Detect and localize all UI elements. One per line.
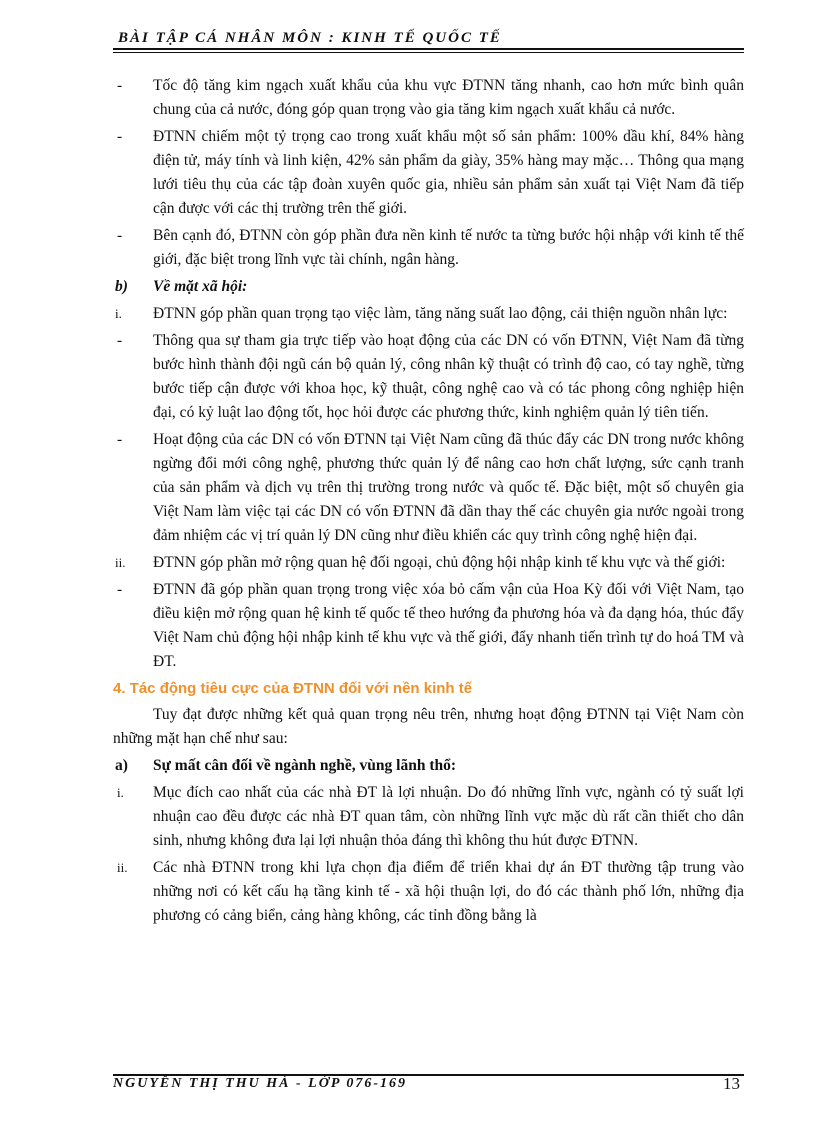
bullet-text: Hoạt động của các DN có vốn ĐTNN tại Việt Nam cũng đã thúc đẩy các DN trong nước không ngừng đổi mới công nghệ, phương thức quản lý để nâng cao hơn chất lượng, sức cạnh tranh của sản phẩm và dịch vụ trên thị trường trong nước và quốc tế. Đặc biệt, một số chuyên gia Việt Nam làm việc tại các DN có vốn ĐTNN đã dần thay thế các chuyên gia nước ngoài trong đảm nhiệm các vị trí quản lý DN cũng như điều khiển các quy trình công nghệ hiện đại.: [153, 431, 744, 544]
roman-marker: ii.: [117, 860, 128, 875]
bullet-item: [113, 578, 744, 674]
bullet-text: Tốc độ tăng kim ngạch xuất khẩu của khu vực ĐTNN tăng nhanh, cao hơn mức bình quân chung của cả nước, đóng góp quan trọng vào gia tăng kim ngạch xuất khẩu cả nước.: [153, 77, 744, 118]
page-footer: [113, 1068, 744, 1098]
roman-item: [113, 551, 744, 575]
page-number: 13: [723, 1074, 740, 1093]
roman-marker: i.: [117, 785, 124, 800]
header-rule: [113, 48, 744, 50]
page-content: [113, 74, 744, 931]
bullet-item: [113, 329, 744, 425]
bullet-marker: -: [117, 227, 123, 244]
roman-item: [113, 781, 744, 853]
roman-text: Các nhà ĐTNN trong khi lựa chọn địa điểm để triển khai dự án ĐT thường tập trung vào những nơi có kết cấu hạ tầng kinh tế - xã hội thuận lợi, do đó các thành phố lớn, những địa phương có cảng biển, cảng hàng không, các tỉnh đồng bằng là: [153, 859, 744, 924]
roman-marker: ii.: [115, 555, 126, 570]
footer-author: NGUYỄN THỊ THU HÀ - LỚP 076-169: [113, 1076, 408, 1091]
section-heading: 4. Tác động tiêu cực của ĐTNN đối với nền kinh tế: [113, 680, 473, 697]
bullet-text: Thông qua sự tham gia trực tiếp vào hoạt động của các DN có vốn ĐTNN, Việt Nam đã từng bước hình thành đội ngũ cán bộ quản lý, công nhân kỹ thuật có trình độ cao, có tay nghề, từng bước tiếp cận được với khoa học, kỹ thuật, công nghệ cao và có tác phong công nghiệp hiện đại, có kỷ luật lao động tốt, học hỏi được các phương thức, kinh nghiệm quản lý tiên tiến.: [153, 332, 744, 421]
bullet-marker: -: [117, 128, 123, 145]
bullet-marker: -: [117, 431, 123, 448]
roman-text: ĐTNN góp phần mở rộng quan hệ đối ngoại, chủ động hội nhập kinh tế khu vực và thế giới:: [153, 554, 726, 571]
roman-item: [113, 302, 744, 326]
intro-paragraph: Tuy đạt được những kết quả quan trọng nêu trên, nhưng hoạt động ĐTNN tại Việt Nam còn những mặt hạn chế như sau:: [113, 706, 744, 747]
subsection-marker: b): [115, 278, 128, 295]
subsection-title: Về mặt xã hội:: [153, 278, 248, 295]
page-header: [113, 30, 744, 52]
bullet-marker: -: [117, 332, 123, 349]
bullet-marker: -: [117, 581, 123, 598]
bullet-text: ĐTNN chiếm một tỷ trọng cao trong xuất khẩu một số sản phẩm: 100% dầu khí, 84% hàng điện tử, máy tính và linh kiện, 42% sản phẩm da giày, 35% hàng may mặc… Thông qua mạng lưới tiêu thụ của các tập đoàn xuyên quốc gia, nhiều sản phẩm sản xuất tại Việt Nam đã tiếp cận được với các thị trường trên thế giới.: [153, 128, 744, 217]
bullet-text: ĐTNN đã góp phần quan trọng trong việc xóa bỏ cấm vận của Hoa Kỳ đối với Việt Nam, tạo điều kiện mở rộng quan hệ kinh tế quốc tế theo hướng đa phương hóa và đa dạng hóa, thúc đẩy Việt Nam chủ động hội nhập kinh tế khu vực và thế giới, đẩy nhanh tiến trình tự do hoá TM và ĐT.: [153, 581, 744, 670]
roman-text: Mục đích cao nhất của các nhà ĐT là lợi nhuận. Do đó những lĩnh vực, ngành có tỷ suất lợi nhuận cao đều được các nhà ĐT quan tâm, còn những lĩnh vực mặc dù rất cần thiết cho dân sinh, nhưng không đưa lại lợi nhuận thỏa đáng thì không thu hút được ĐTNN.: [153, 784, 744, 849]
bullet-item: [113, 125, 744, 221]
subsection-marker: a): [115, 757, 128, 774]
header-title: BÀI TẬP CÁ NHÂN MÔN : KINH TẾ QUỐC TẾ: [118, 30, 502, 46]
bullet-marker: -: [117, 77, 123, 94]
bullet-item: [113, 74, 744, 122]
subsection-title: Sự mất cân đối về ngành nghề, vùng lãnh thổ:: [153, 757, 457, 774]
subsection-heading-imbalance: [113, 754, 744, 778]
roman-item: [113, 856, 744, 928]
subsection-heading-social: [113, 275, 744, 299]
bullet-text: Bên cạnh đó, ĐTNN còn góp phần đưa nền kinh tế nước ta từng bước hội nhập với kinh tế thế giới, đặc biệt trong lĩnh vực tài chính, ngân hàng.: [153, 227, 744, 268]
bullet-item: [113, 428, 744, 548]
bullet-item: [113, 224, 744, 272]
roman-marker: i.: [115, 306, 122, 321]
header-rule-thin: [113, 52, 744, 53]
roman-text: ĐTNN góp phần quan trọng tạo việc làm, tăng năng suất lao động, cải thiện nguồn nhân lực:: [153, 305, 728, 322]
